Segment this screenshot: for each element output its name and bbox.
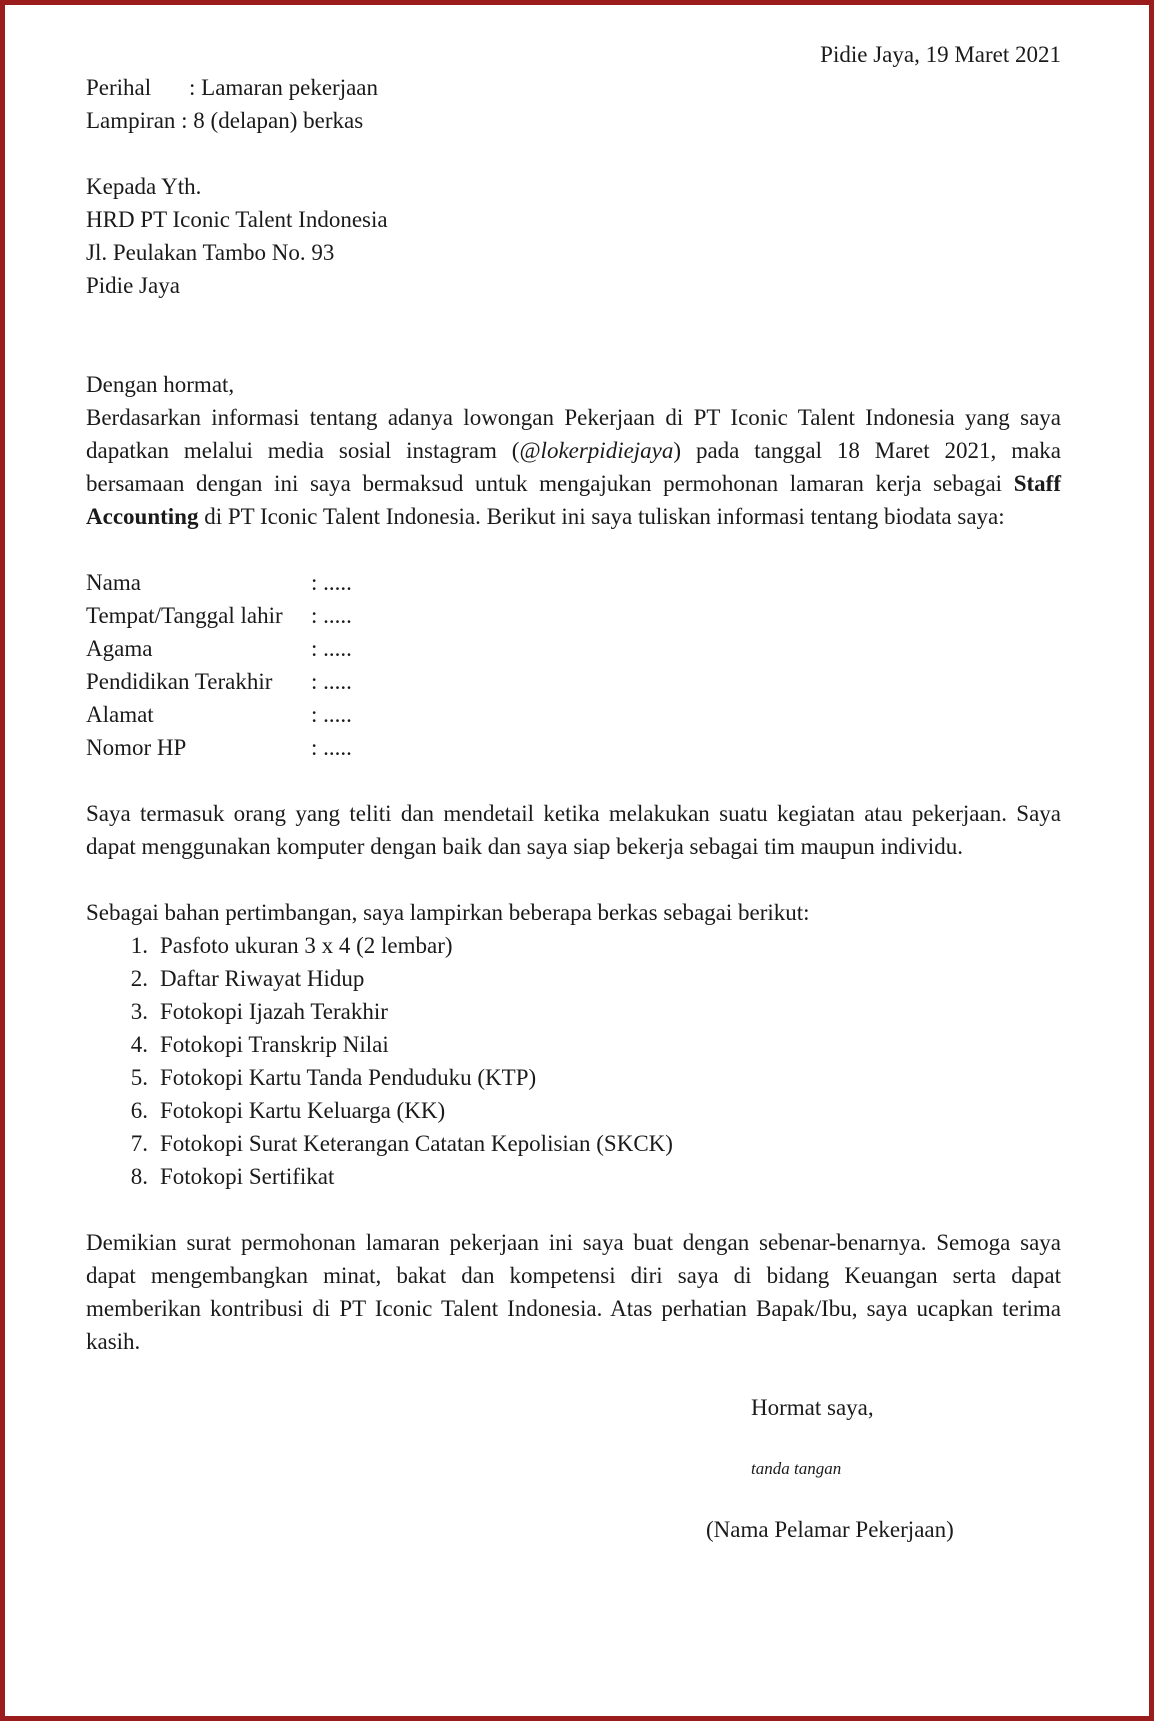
subject-label: Perihal [86, 75, 152, 100]
biodata-label: Alamat [86, 702, 154, 727]
list-item [86, 1061, 1061, 1094]
self-description-paragraph: Saya termasuk orang yang teliti dan mendetail ketika melakukan suatu kegiatan atau pekerjaan. Saya dapat menggunakan komputer dengan baik dan saya siap bekerja sebagai tim maupun individu. [86, 801, 1061, 859]
biodata-value: : ..... [311, 636, 352, 661]
biodata-label: Nama [86, 570, 141, 595]
biodata-value: : ..... [311, 702, 352, 727]
list-text: Fotokopi Sertifikat [160, 1164, 335, 1189]
list-text: Pasfoto ukuran 3 x 4 (2 lembar) [160, 933, 453, 958]
signature-placeholder: tanda tangan [751, 1459, 842, 1478]
attachments-list [86, 929, 1061, 1193]
list-item [86, 995, 1061, 1028]
recipient-line: Pidie Jaya [86, 273, 180, 298]
attachment-label: Lampiran [86, 108, 176, 133]
biodata-value: : ..... [311, 570, 352, 595]
letter-date: Pidie Jaya, 19 Maret 2021 [820, 42, 1061, 67]
attachments-intro: Sebagai bahan pertimbangan, saya lampirkan beberapa berkas sebagai berikut: [86, 900, 810, 925]
list-item [86, 962, 1061, 995]
recipient-line: Jl. Peulakan Tambo No. 93 [86, 240, 335, 265]
subject-line [86, 71, 1061, 104]
recipient-line: HRD PT Iconic Talent Indonesia [86, 207, 388, 232]
list-text: Fotokopi Transkrip Nilai [160, 1032, 389, 1057]
biodata-row [86, 731, 1061, 764]
biodata-list [86, 566, 1061, 764]
list-text: Fotokopi Kartu Tanda Penduduku (KTP) [160, 1065, 537, 1090]
list-number: 5. [130, 1065, 148, 1090]
biodata-row [86, 599, 1061, 632]
attachment-line [86, 104, 1061, 137]
list-text: Fotokopi Ijazah Terakhir [160, 999, 388, 1024]
biodata-value: : ..... [311, 669, 352, 694]
biodata-row [86, 632, 1061, 665]
list-number: 7. [130, 1131, 148, 1156]
list-item [86, 1127, 1061, 1160]
closing-paragraph: Demikian surat permohonan lamaran pekerjaan ini saya buat dengan sebenar-benarnya. Semoga saya dapat mengembangkan minat, bakat dan kompetensi diri saya di bidang Keuangan serta dapat memberikan kontribusi di PT Iconic Talent Indonesia. Atas perhatian Bapak/Ibu, saya ucapkan terima kasih. [86, 1230, 1061, 1354]
list-item [86, 1094, 1061, 1127]
biodata-row [86, 698, 1061, 731]
list-item [86, 1160, 1061, 1193]
biodata-label: Nomor HP [86, 735, 187, 760]
list-number: 2. [130, 966, 148, 991]
biodata-label: Tempat/Tanggal lahir [86, 603, 283, 628]
list-number: 3. [130, 999, 148, 1024]
intro-paragraph [86, 401, 1061, 533]
valediction: Hormat saya, [751, 1395, 874, 1420]
list-item [86, 1028, 1061, 1061]
list-text: Fotokopi Surat Keterangan Catatan Kepolisian (SKCK) [160, 1131, 673, 1156]
list-number: 8. [130, 1164, 148, 1189]
instagram-handle: @lokerpidiejaya [519, 438, 674, 463]
list-text: Fotokopi Kartu Keluarga (KK) [160, 1098, 446, 1123]
subject-value: : Lamaran pekerjaan [189, 75, 378, 100]
biodata-label: Pendidikan Terakhir [86, 669, 273, 694]
list-number: 1. [130, 933, 148, 958]
job-position: Staff Accounting [86, 471, 1061, 529]
list-text: Daftar Riwayat Hidup [160, 966, 365, 991]
intro-text: Berdasarkan informasi tentang adanya lowongan Pekerjaan di PT Iconic Talent Indonesia yang saya dapatkan melalui media sosial instagram ( [86, 405, 1061, 463]
biodata-label: Agama [86, 636, 153, 661]
biodata-value: : ..... [311, 603, 352, 628]
intro-text: ) pada tanggal 18 Maret 2021, maka bersamaan dengan ini saya bermaksud untuk mengajukan permohonan lamaran kerja sebagai [86, 438, 1061, 496]
letter-page [86, 38, 1061, 1546]
recipient-block [86, 170, 1061, 302]
applicant-name: (Nama Pelamar Pekerjaan) [706, 1517, 954, 1542]
list-number: 6. [130, 1098, 148, 1123]
list-item [86, 929, 1061, 962]
biodata-value: : ..... [311, 735, 352, 760]
recipient-line: Kepada Yth. [86, 174, 202, 199]
intro-text: di PT Iconic Talent Indonesia. Berikut ini saya tuliskan informasi tentang biodata saya: [198, 504, 1005, 529]
biodata-row [86, 665, 1061, 698]
greeting: Dengan hormat, [86, 372, 235, 397]
attachment-value: : 8 (delapan) berkas [181, 108, 364, 133]
list-number: 4. [130, 1032, 148, 1057]
biodata-row [86, 566, 1061, 599]
